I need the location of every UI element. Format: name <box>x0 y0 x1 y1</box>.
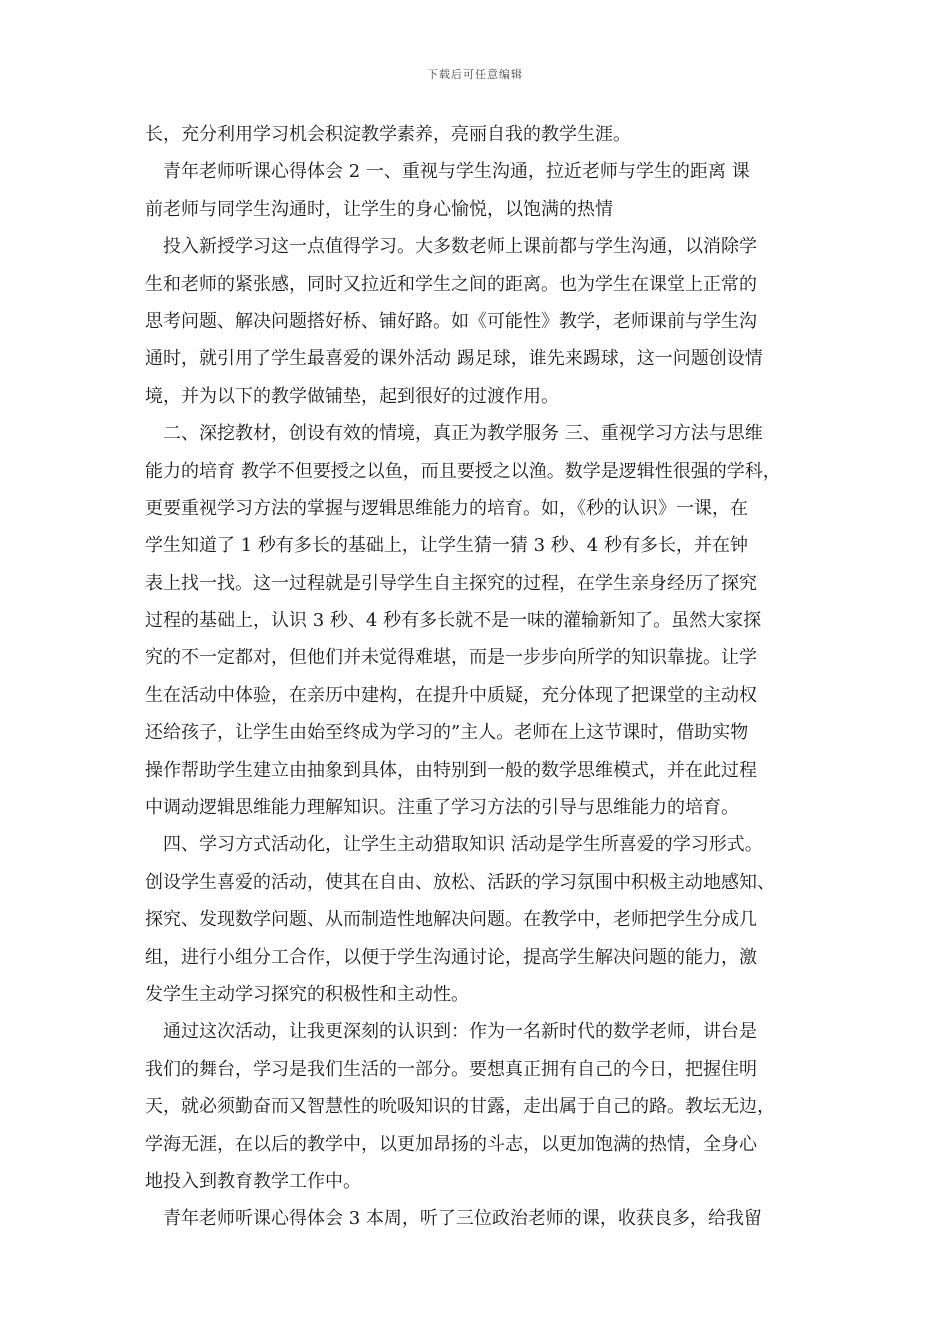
text-line: 表上找一找。这一过程就是引导学生自主探究的过程，在学生亲身经历了探究 <box>145 572 757 594</box>
text-line: 生在活动中体验，在亲历中建构，在提升中质疑，充分体现了把课堂的主动权 <box>145 684 757 706</box>
text-line: 二、深挖教材，创设有效的情境，真正为教学服务 三、重视学习方法与思维 <box>163 423 763 445</box>
text-line: 还给孩子，让学生由始至终成为学习的”主人。老师在上这节课时，借助实物 <box>145 722 749 744</box>
text-line: 前老师与同学生沟通时，让学生的身心愉悦，以饱满的热情 <box>145 198 613 220</box>
text-line: 探究、发现数学问题、从而制造性地解决问题。在教学中，老师把学生分成几 <box>145 909 757 931</box>
text-line: 境，并为以下的教学做铺垫，起到很好的过渡作用。 <box>145 385 559 407</box>
text-line: 创设学生喜爱的活动，使其在自由、放松、活跃的学习氛围中积极主动地感知、 <box>145 871 775 893</box>
page-header-note: 下载后可任意编辑 <box>427 68 523 81</box>
text-line: 学生知道了 1 秒有多长的基础上，让学生猜一猜 3 秒、4 秒有多长，并在钟 <box>145 535 748 557</box>
text-line: 究的不一定都对，但他们并未觉得难堪，而是一步步向所学的知识靠拢。让学 <box>145 647 757 669</box>
text-line: 生和老师的紧张感，同时又拉近和学生之间的距离。也为学生在课堂上正常的 <box>145 273 757 295</box>
text-line: 组，进行小组分工合作，以便于学生沟通讨论，提高学生解决问题的能力，激 <box>145 946 757 968</box>
text-line: 中调动逻辑思维能力理解知识。注重了学习方法的引导与思维能力的培育。 <box>145 797 739 819</box>
text-line: 四、学习方式活动化，让学生主动猎取知识 活动是学生所喜爱的学习形式。 <box>163 834 763 856</box>
text-line: 能力的培育 教学不但要授之以鱼，而且要授之以渔。数学是逻辑性很强的学科， <box>145 460 781 482</box>
text-line: 投入新授学习这一点值得学习。大多数老师上课前都与学生沟通，以消除学 <box>163 236 757 258</box>
text-line: 过程的基础上，认识 3 秒、4 秒有多长就不是一味的灌输新知了。虽然大家探 <box>145 610 762 632</box>
text-line: 发学生主动学习探究的积极性和主动性。 <box>145 983 469 1005</box>
text-line: 青年老师听课心得体会 3 本周，听了三位政治老师的课，收获良多，给我留 <box>163 1208 762 1230</box>
text-line: 我们的舞台，学习是我们生活的一部分。要想真正拥有自己的今日，把握住明 <box>145 1058 757 1080</box>
text-line: 天，就必须勤奋而又智慧性的吮吸知识的甘露，走出属于自己的路。教坛无边， <box>145 1096 775 1118</box>
text-line: 地投入到教育教学工作中。 <box>145 1170 361 1192</box>
text-line: 青年老师听课心得体会 2 一、重视与学生沟通，拉近老师与学生的距离 课 <box>163 161 750 183</box>
text-line: 更要重视学习方法的掌握与逻辑思维能力的培育。如，《秒的认识》一课，在 <box>145 497 748 519</box>
text-line: 通过这次活动，让我更深刻的认识到：作为一名新时代的数学老师，讲台是 <box>163 1021 757 1043</box>
text-line: 思考问题、解决问题搭好桥、铺好路。如《可能性》教学，老师课前与学生沟 <box>145 310 757 332</box>
text-line: 操作帮助学生建立由抽象到具体，由特别到一般的数学思维模式，并在此过程 <box>145 759 757 781</box>
document-body <box>145 116 835 1238</box>
text-line: 学海无涯，在以后的教学中，以更加昂扬的斗志，以更加饱满的热情，全身心 <box>145 1133 757 1155</box>
text-line: 通时，就引用了学生最喜爱的课外活动 踢足球，谁先来踢球，这一问题创设情 <box>145 348 763 370</box>
text-line: 长，充分利用学习机会积淀教学素养，亮丽自我的教学生涯。 <box>145 124 631 145</box>
